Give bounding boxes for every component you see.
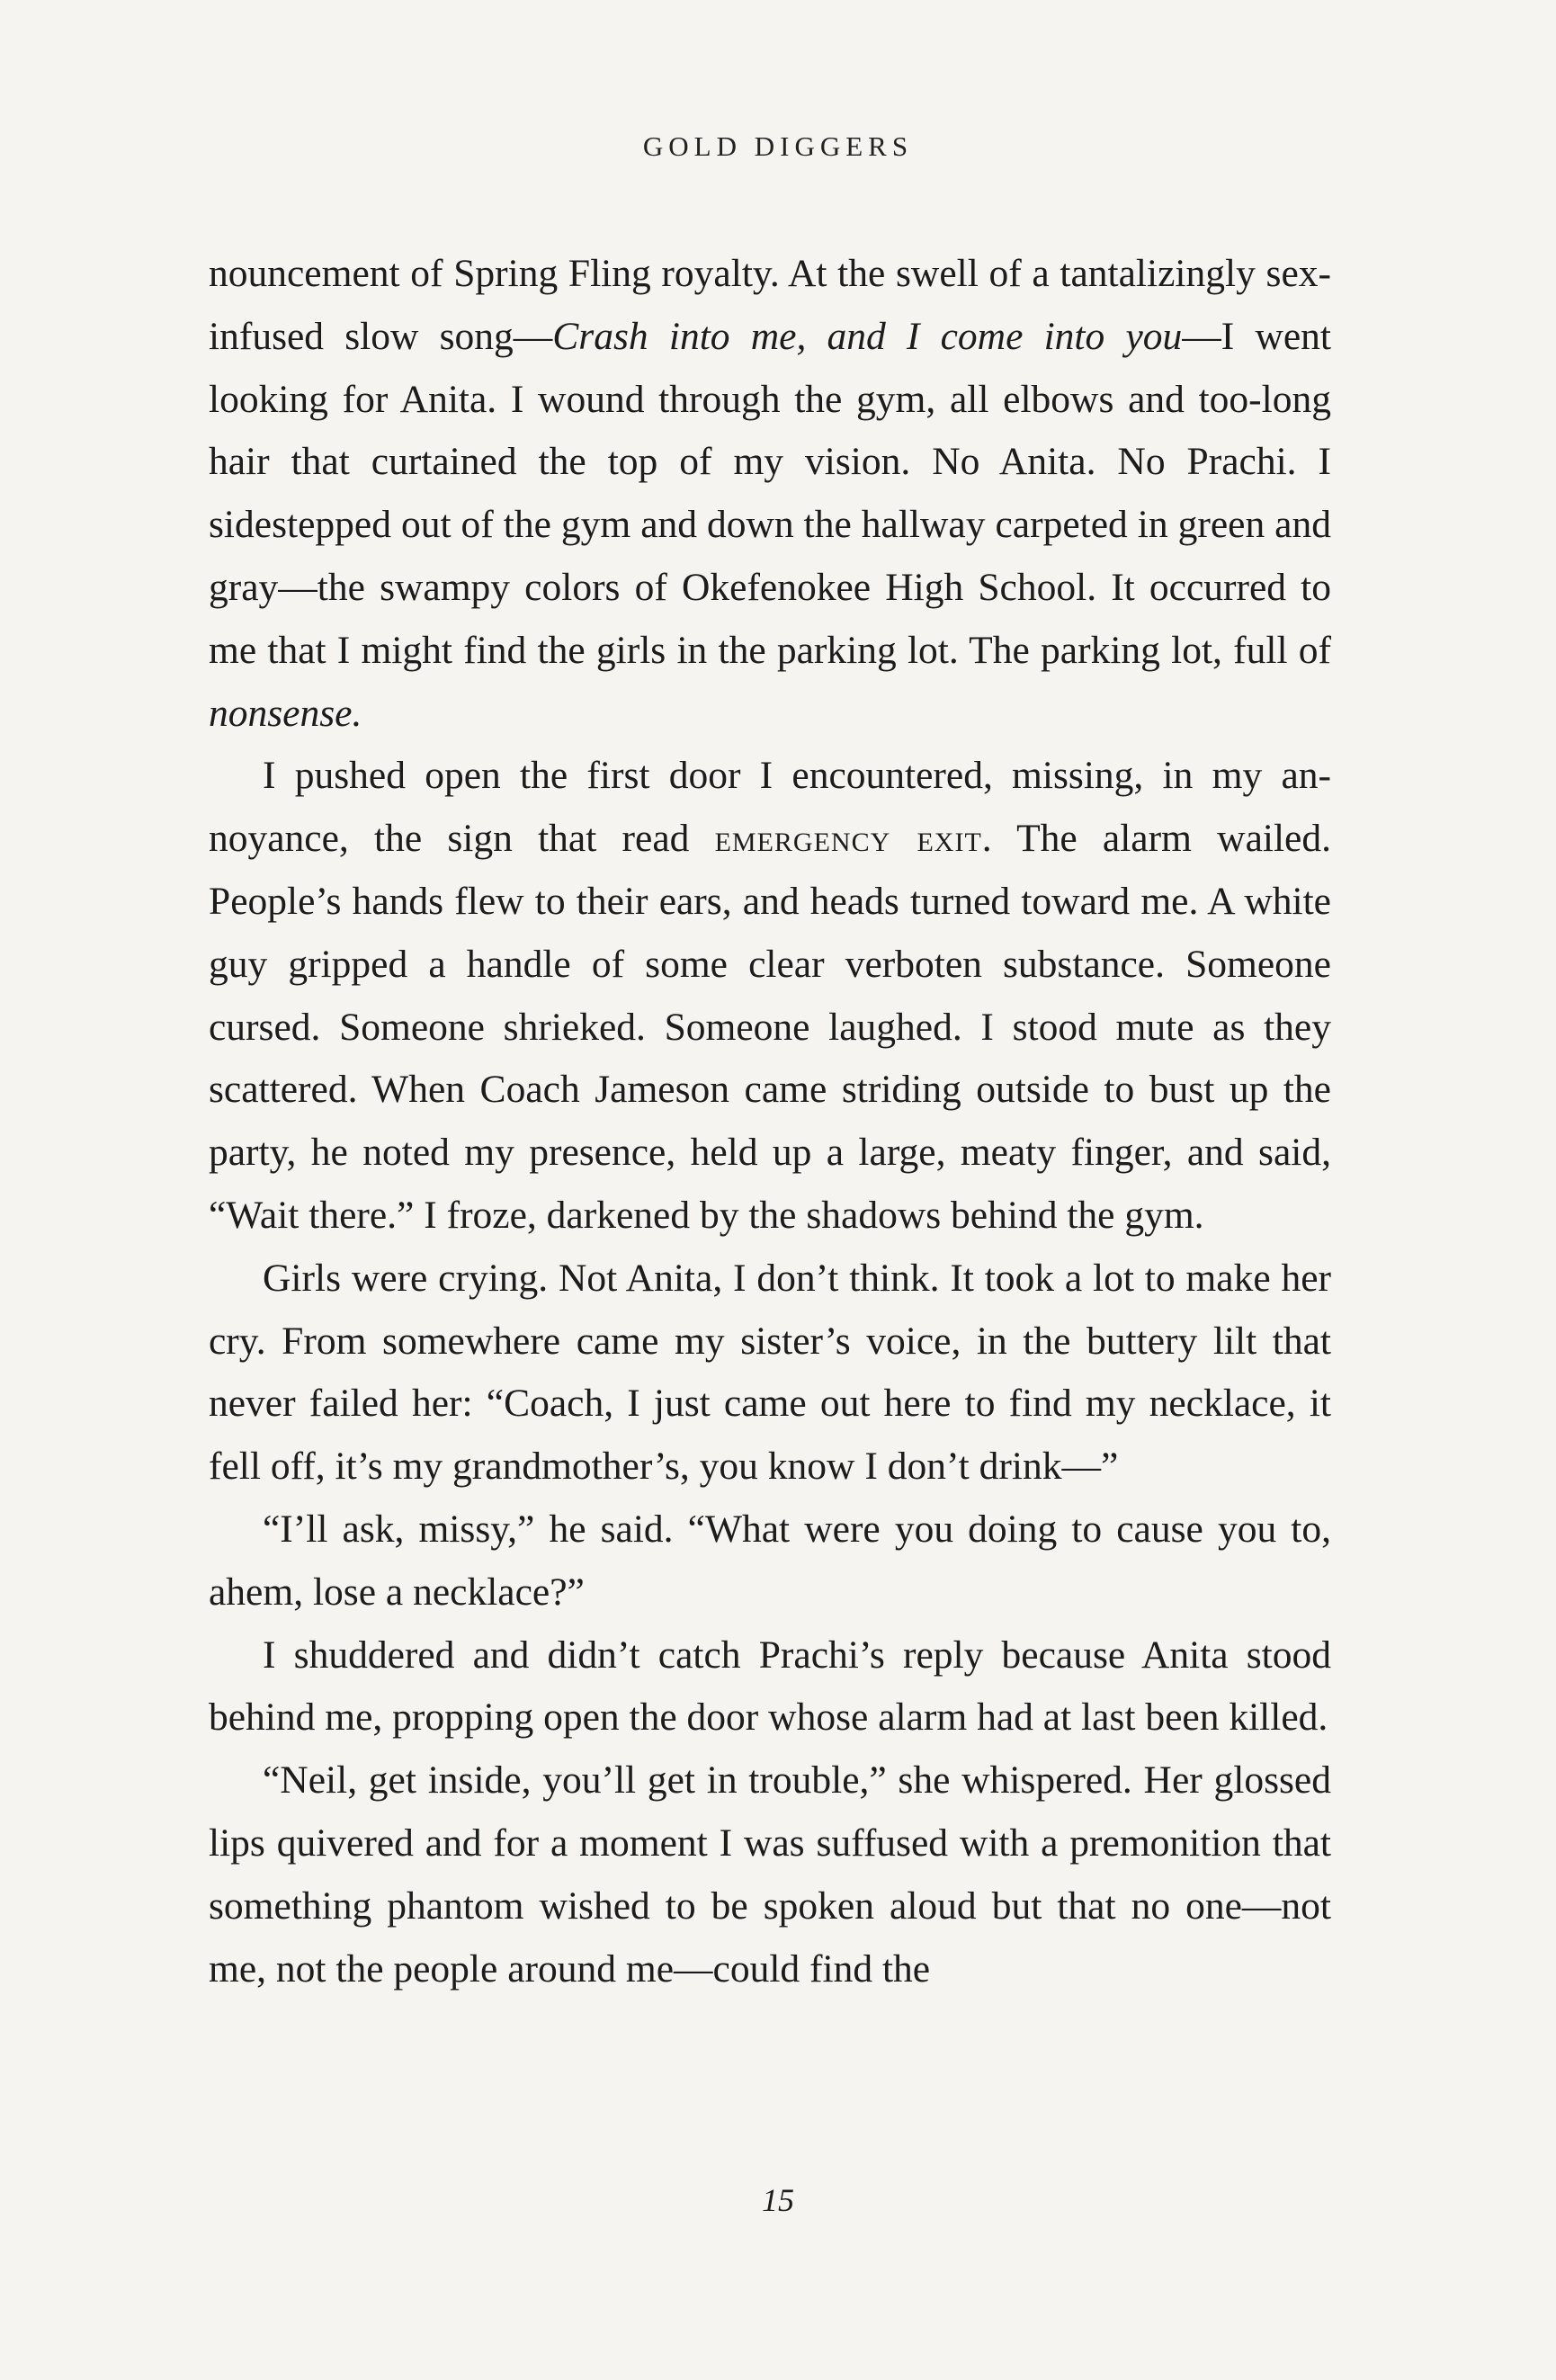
paragraph (209, 745, 1331, 1247)
paragraph (209, 1499, 1331, 1624)
song-lyric-italic: Crash into me, and I come into you (552, 314, 1183, 358)
running-head: GOLD DIGGERS (642, 130, 914, 162)
emergency-exit-sign-text: emergency exit (714, 817, 982, 861)
paragraph (209, 243, 1331, 745)
italic-word: nonsense. (209, 691, 362, 735)
paragraph (209, 1624, 1331, 1750)
text-segment: nouncement of Spring Fling royalty. At the swell of a tantalizingly sex-infused slow song— (209, 252, 1331, 358)
text-segment: I shuddered and didn’t catch Prachi’s reply because Anita stood behind me, propping open the door whose alarm had at last been killed. (209, 1633, 1331, 1740)
text-segment: “Neil, get inside, you’ll get in trouble,” she whispered. Her glossed lips quivered and for a moment I was suffused with a premonition that something phantom wished to be spoken aloud but that no one—not me, not the people around me—could find the (209, 1758, 1331, 1991)
text-segment: —I went looking for Anita. I wound through the gym, all elbows and too-long hair that curtained the top of my vision. No Anita. No Prachi. I sidestepped out of the gym and down the hallway carpeted in green and gray—the swampy colors of Okefenokee High School. It occurred to me that I might find the girls in the parking lot. The parking lot, full of (209, 314, 1331, 672)
text-segment: . The alarm wailed. People’s hands flew to their ears, and heads turned toward me. A white guy gripped a handle of some clear verboten substance. Someone cursed. Someone shrieked. Someone laughed. I stood mute as they scattered. When Coach Jameson came striding outside to bust up the party, he noted my presence, held up a large, meaty finger, and said, “Wait there.” I froze, darkened by the shadows behind the gym. (209, 817, 1331, 1237)
text-segment: Girls were crying. Not Anita, I don’t think. It took a lot to make her cry. From somewhere came my sister’s voice, in the buttery lilt that never failed her: “Coach, I just came out here to find my necklace, it fell off, it’s my grandmother’s, you know I don’t drink—” (209, 1256, 1331, 1489)
paragraph (209, 1749, 1331, 2000)
page-number: 15 (762, 2182, 794, 2218)
paragraph (209, 1248, 1331, 1499)
text-segment: I pushed open the first door I encountered, missing, in my annoyance, the sign that read (209, 754, 1331, 861)
text-segment: “I’ll ask, missy,” he said. “What were you doing to cause you to, ahem, lose a necklace?” (209, 1507, 1331, 1614)
body-text (209, 243, 1331, 2000)
